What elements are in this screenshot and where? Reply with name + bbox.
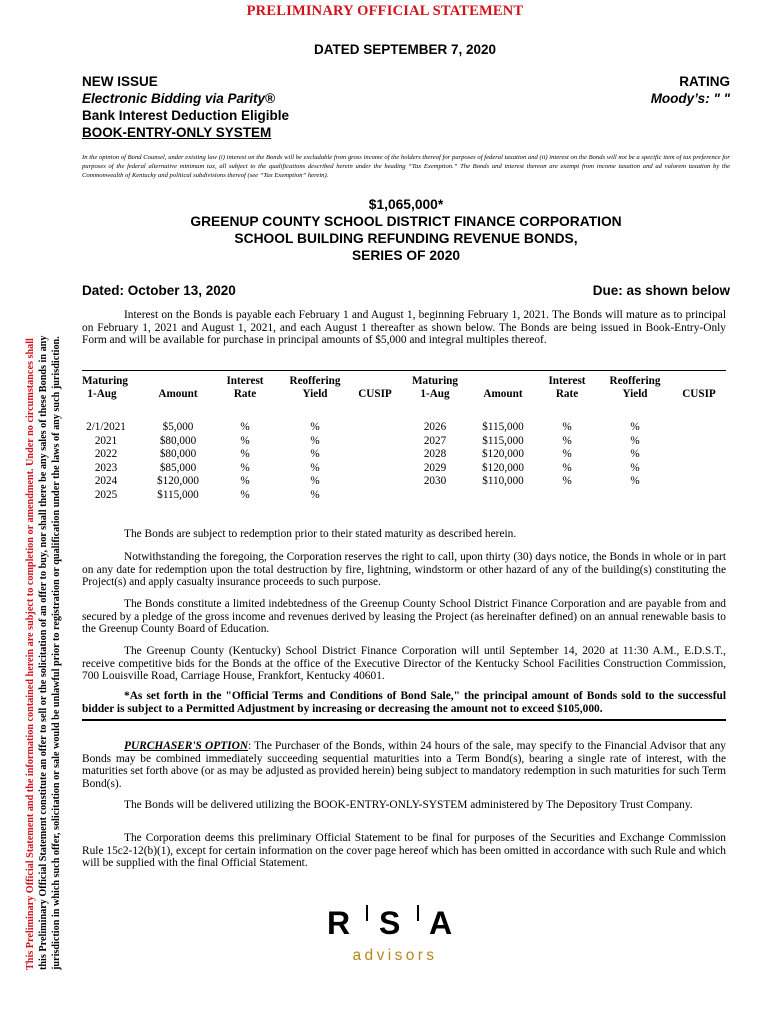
table-cell: 2030 (423, 475, 447, 488)
header-amount-right: Amount (483, 388, 523, 400)
bond-series: SERIES OF 2020 (351, 248, 461, 263)
rating-value: Moody’s: " " (650, 91, 730, 106)
column-rate-left (221, 421, 269, 503)
logo-letters (323, 905, 467, 941)
table-cell: % (630, 434, 640, 447)
table-cell: $80,000 (159, 434, 197, 447)
final-statement-paragraph: The Corporation deems this preliminary Official Statement to be final for purposes of the Securities and Exchange Commission Rule 15c2-12(b)(1), except for certain information on the cover page hereof which has been omitted in accordance with such Rule and which will be supplied with the final Official Statement. (82, 832, 726, 869)
table-cell: $120,000 (482, 461, 524, 474)
table-cell: $115,000 (482, 434, 524, 447)
header-cusip-right: CUSIP (682, 388, 716, 400)
table-cell: % (562, 421, 572, 433)
logo-letter-a: A (429, 905, 453, 941)
new-issue-label: NEW ISSUE (82, 74, 158, 89)
sidebar-line-3: jurisdiction in which such offer, solicitation or sale would be unlawful prior to registration or qualification under the laws of any such jurisdiction. (51, 336, 62, 970)
interest-paragraph: Interest on the Bonds is payable each February 1 and August 1, beginning February 1, 2021. The Bonds will mature as to principal on February 1, 2021 and August 1, 2021, and each August 1 thereafter as shown below. The Bonds are being issued in Book-Entry-Only Form and will be available for purchase in principal amounts of $5,000 and integral multiples thereof. (82, 309, 726, 346)
logo-subtitle: advisors (352, 947, 438, 964)
table-cell: % (310, 448, 320, 461)
redemption-paragraph: The Bonds are subject to redemption prior to their stated maturity as described herein. (124, 528, 517, 540)
table-top-rule (82, 370, 726, 371)
due-date: Due: as shown below (592, 283, 730, 298)
header-cusip-left: CUSIP (358, 388, 392, 400)
header-maturing-right: Maturing 1-Aug (412, 375, 458, 400)
rating-label: RATING (679, 74, 730, 89)
column-maturity-left (82, 421, 130, 503)
permitted-adjustment-note: *As set forth in the "Official Terms and Conditions of Bond Sale," the principal amount of Bonds sold to the successful bidder is subject to a Permitted Adjustment by increasing or decreasing the amount not to exceed $105,000. (82, 690, 726, 721)
bond-name: SCHOOL BUILDING REFUNDING REVENUE BONDS, (234, 231, 578, 246)
bids-paragraph: The Greenup County (Kentucky) School District Finance Corporation will until September 14, 2020 at 11:30 A.M., E.D.S.T., receive competitive bids for the Bonds at the office of the Executive Director of the Kentucky School Facilities Construction Commission, 700 Louisville Road, Carriage House, Frankfort, Kentucky 40601. (82, 645, 726, 682)
column-yield-left (283, 421, 347, 503)
table-cell: % (310, 488, 320, 501)
bidding-label: Electronic Bidding via Parity® (82, 91, 275, 106)
table-cell: % (310, 475, 320, 488)
preliminary-banner: PRELIMINARY OFFICIAL STATEMENT (246, 3, 524, 19)
rsa-advisors-logo (323, 905, 467, 969)
table-cell: 2024 (94, 475, 118, 488)
table-cell: % (240, 434, 250, 447)
header-reoffering-right: Reoffering Yield (609, 375, 661, 400)
rating-header (560, 73, 730, 107)
column-maturity-right (406, 421, 464, 489)
table-cell: % (240, 475, 250, 488)
column-amount-right (477, 421, 529, 489)
table-cell: % (562, 448, 572, 461)
issuer-name: GREENUP COUNTY SCHOOL DISTRICT FINANCE CORPORATION (190, 214, 622, 229)
logo-letter-r: R (327, 905, 351, 941)
table-cell: $85,000 (159, 461, 197, 474)
bond-counsel-opinion: In the opinion of Bond Counsel, under existing law (i) interest on the Bonds will be excludable from gross income of the holders thereof for purposes of federal taxation and (ii) interest on the Bonds will not be a specific item of tax preference for purposes of the federal alternative minimum tax, all subject to the qualifications described herein under the heading “Tax Exemption.” The Bonds and interest thereon are exempt from income taxation and ad valorem taxation by the Commonwealth of Kentucky and political subdivisions thereof (see “Tax Exemption” herein). (82, 154, 730, 179)
table-cell: % (630, 448, 640, 461)
table-cell: % (240, 488, 250, 501)
issue-header (82, 73, 289, 141)
dated-statement: DATED SEPTEMBER 7, 2020 (313, 42, 497, 57)
sidebar-disclaimer (24, 110, 63, 970)
notwithstanding-paragraph: Notwithstanding the foregoing, the Corporation reserves the right to call, upon thirty (30) days notice, the Bonds in whole or in part on any date for redemption upon the total destruction by fire, lightning, windstorm or other hazard of any of the building(s) constituting the Project(s) and apply casualty insurance proceeds to such purpose. (82, 551, 726, 588)
logo-divider (366, 905, 368, 921)
header-reoffering-left: Reoffering Yield (289, 375, 341, 400)
table-cell: % (630, 421, 640, 433)
table-cell: % (630, 461, 640, 474)
header-interest-right: Interest Rate (548, 375, 586, 400)
table-cell: 2025 (94, 488, 118, 501)
bond-title (82, 196, 730, 264)
limited-indebtedness-paragraph: The Bonds constitute a limited indebtedness of the Greenup County School District Finance Corporation and are payable from and secured by a pledge of the gross income and revenues derived by leasing the Project (as hereinafter defined) on an annual renewable basis to the Greenup County Board of Education. (82, 598, 726, 635)
purchasers-option-label: PURCHASER'S OPTION (124, 740, 249, 752)
table-cell: $5,000 (162, 421, 194, 433)
delivery-paragraph: The Bonds will be delivered utilizing the BOOK-ENTRY-ONLY-SYSTEM administered by The Depository Trust Company. (124, 799, 693, 811)
purchasers-option-text: : The Purchaser of the Bonds, within 24 hours of the sale, may specify to the Financial Advisor that any Bonds may be combined immediately succeeding sequential maturities into a Term Bond(s), bearing a single rate of interest, with the maturities set forth above (or as may be adjusted as provided herein) being subject to mandatory redemption in such maturities for such Term Bond(s). (82, 740, 727, 790)
table-cell: $110,000 (482, 475, 524, 488)
table-cell: $115,000 (157, 488, 199, 501)
logo-divider (417, 905, 419, 921)
table-cell: % (310, 421, 320, 433)
header-interest-left: Interest Rate (226, 375, 264, 400)
table-cell: 2023 (94, 461, 118, 474)
maturity-table-body (82, 421, 726, 511)
table-cell: % (562, 461, 572, 474)
table-cell: 2022 (94, 448, 118, 461)
table-cell: 2027 (423, 434, 447, 447)
header-maturing-left: Maturing 1-Aug (82, 375, 128, 400)
maturity-table-header (82, 375, 726, 407)
table-cell: 2028 (423, 448, 447, 461)
table-cell: % (240, 461, 250, 474)
column-rate-right (543, 421, 591, 489)
book-entry-label: BOOK-ENTRY-ONLY SYSTEM (82, 125, 272, 140)
logo-letter-s: S (379, 905, 401, 941)
sidebar-line-2: this Preliminary Official Statement constitute an offer to sell or the solicitation of an offer to buy, nor shall there be any sales of these Bonds in any (38, 335, 49, 970)
column-amount-left (152, 421, 204, 503)
table-cell: % (240, 421, 250, 433)
dated-due-row (82, 283, 730, 298)
table-cell: 2026 (423, 421, 447, 433)
table-cell: % (562, 475, 572, 488)
header-amount-left: Amount (158, 388, 198, 400)
table-cell: $120,000 (157, 475, 199, 488)
table-cell: 2/1/2021 (86, 421, 126, 433)
sidebar-line-1: This Preliminary Official Statement and the information contained herein are subject to completion or amendment. Under no circumstances shall (25, 338, 36, 970)
table-cell: % (240, 448, 250, 461)
table-cell: $120,000 (482, 448, 524, 461)
table-cell: 2029 (423, 461, 447, 474)
table-cell: $115,000 (482, 421, 524, 433)
table-cell: % (562, 434, 572, 447)
column-yield-right (603, 421, 667, 489)
table-cell: % (310, 461, 320, 474)
table-cell: 2021 (94, 434, 118, 447)
bond-amount: $1,065,000* (368, 197, 444, 212)
table-cell: % (630, 475, 640, 488)
table-cell: % (310, 434, 320, 447)
dated-date: Dated: October 13, 2020 (82, 283, 236, 298)
bank-label: Bank Interest Deduction Eligible (82, 108, 290, 123)
table-cell: $80,000 (159, 448, 197, 461)
purchasers-option-paragraph (82, 740, 726, 790)
